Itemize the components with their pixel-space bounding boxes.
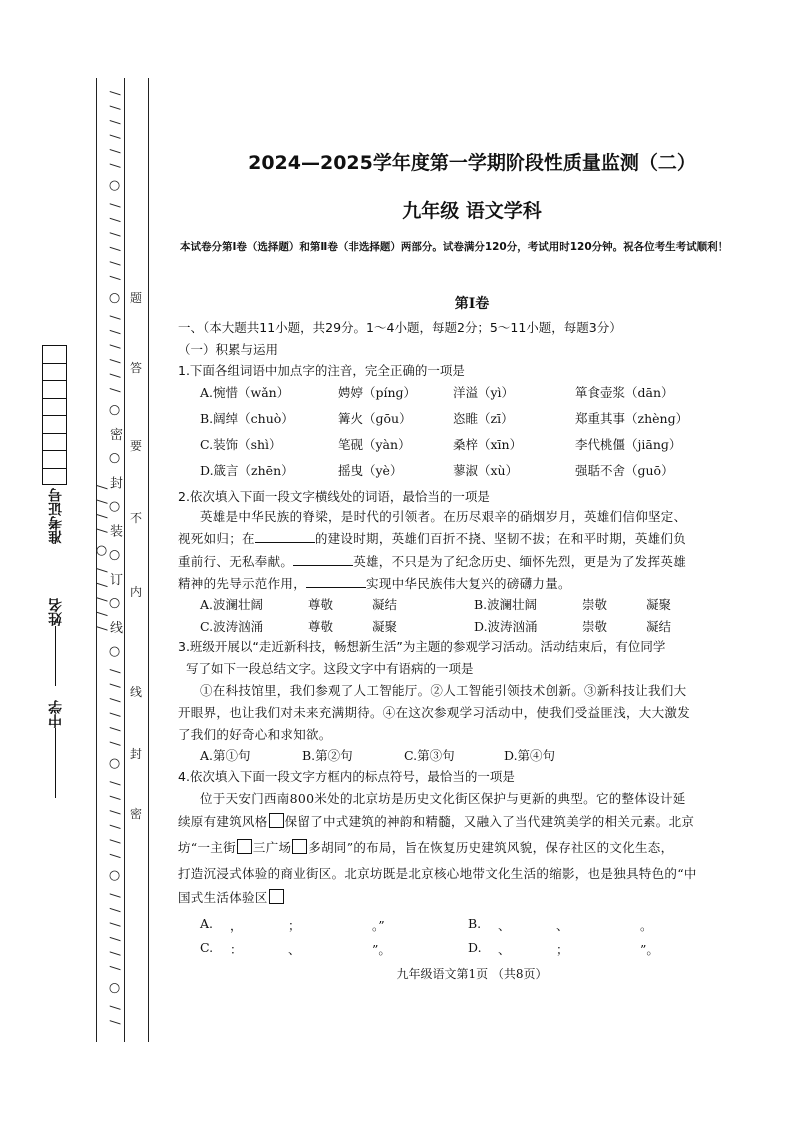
- warning-char: 密: [129, 807, 142, 821]
- q2-option-word: 尊敬: [308, 597, 334, 612]
- exam-instructions: 本试卷分第Ⅰ卷（选择题）和第Ⅱ卷（非选择题）两部分。试卷满分120分，考试用时120分钟。祝各位考生考试顺利！: [180, 241, 729, 253]
- q4-option-mark: ；: [556, 942, 569, 957]
- q2-passage-line2: 视死如归；在 的建设时期，英雄们百折不挠、坚韧不拔；在和平时期，英雄们负: [178, 531, 687, 546]
- q1-option-cell: 箪食壶浆（dān）: [575, 385, 674, 400]
- school-label: 中学: [46, 700, 66, 798]
- exam-id-label: 准考证号: [48, 488, 64, 544]
- warning-char: 题: [129, 291, 142, 305]
- q3-passage-line2: 开眼界，也让我们对未来充满期待。④在这次参观学习活动中，使我们受益匪浅，大大激发: [178, 705, 691, 720]
- q4-option-mark: 。”: [372, 918, 385, 933]
- q2-option-word: 凝结: [646, 619, 672, 634]
- q2-option-word: 崇敬: [582, 619, 608, 634]
- exam-subtitle: 九年级 语文学科: [402, 200, 542, 222]
- exam-title: 2024—2025学年度第一学期阶段性质量监测（二）: [248, 152, 696, 174]
- name-label: 姓名: [46, 598, 66, 686]
- warning-char: 内: [129, 585, 142, 599]
- q1-option-cell: C.装饰（shì）: [200, 437, 282, 452]
- q1-stem: 1.下面各组词语中加点字的注音，完全正确的一项是: [178, 363, 465, 378]
- warning-char: 封: [129, 747, 142, 761]
- q4-option-mark: ”。: [640, 942, 659, 957]
- q1-option-cell: 笔砚（yàn）: [338, 437, 411, 452]
- q4-passage-line3: 坊“一主街 三广场 多胡同”的布局，旨在恢复历史建筑风貌，保存社区的文化生态，: [178, 840, 674, 855]
- blank-box: [269, 889, 284, 904]
- q4-option-mark: 、: [556, 918, 569, 933]
- q4-option-mark: 、: [498, 918, 511, 933]
- q3-stem-line1: 3.班级开展以“走近新科技，畅想新生活”为主题的参观学习活动。活动结束后，有位同学: [178, 639, 666, 654]
- q2-option-word: D.波涛汹涌: [474, 619, 538, 634]
- q4-option-label: D.: [468, 940, 482, 955]
- q3-option: A.第①句: [200, 748, 251, 763]
- q4-passage-line5: 国式生活体验区: [178, 888, 285, 906]
- page-footer: 九年级语文第1页 （共8页）: [396, 967, 548, 981]
- q2-passage-line1: 英雄是中华民族的脊梁，是时代的引领者。在历尽艰辛的硝烟岁月，英雄们信仰坚定、: [200, 509, 687, 524]
- q4-option-mark: 、: [498, 942, 511, 957]
- q3-stem-line2: 写了如下一段总结文字。这段文字中有语病的一项是: [186, 661, 474, 676]
- q2-option-word: 凝结: [372, 597, 398, 612]
- q2-passage-line3: 重前行、无私奉献。 英雄，不只是为了纪念历史、缅怀先烈，更是为了发挥英雄: [178, 554, 687, 569]
- q2-option-word: 崇敬: [582, 597, 608, 612]
- q3-option: C.第③句: [404, 748, 455, 763]
- q2-option-word: 凝聚: [372, 619, 398, 634]
- q4-option-mark: ”。: [372, 942, 391, 957]
- q1-option-cell: 摇曳（yè）: [338, 463, 403, 478]
- q4-passage-line4: 打造沉浸式体验的商业街区。北京坊既是北京核心地带文化生活的缩影，也是独具特色的“中: [178, 866, 697, 881]
- q1-option-cell: 李代桃僵（jiānɡ）: [575, 437, 682, 452]
- q1-option-cell: B.阔绰（chuò）: [200, 411, 294, 426]
- warning-char: 答: [129, 361, 142, 375]
- q4-option-mark: ：: [230, 942, 243, 957]
- blank-box: [269, 813, 284, 828]
- subsection-heading: （一）积累与运用: [178, 342, 279, 357]
- blank-box: [237, 839, 252, 854]
- warning-char: 要: [129, 439, 142, 453]
- q2-option-word: 凝聚: [646, 597, 672, 612]
- warning-char: 线: [129, 685, 142, 699]
- q1-option-cell: 娉婷（pínɡ）: [338, 385, 417, 400]
- q4-stem: 4.依次填入下面一段文字方框内的标点符号，最恰当的一项是: [178, 769, 515, 784]
- q2-stem: 2.依次填入下面一段文字横线处的词语，最恰当的一项是: [178, 489, 490, 504]
- q4-option-mark: ；: [288, 918, 301, 933]
- q1-option-cell: A.惋惜（wǎn）: [200, 385, 290, 400]
- q4-option-mark: 、: [288, 942, 301, 957]
- q1-option-cell: 恣睢（zī）: [453, 411, 514, 426]
- volume-heading: 第Ⅰ卷: [454, 296, 490, 312]
- q1-option-cell: 郑重其事（zhènɡ）: [575, 411, 689, 426]
- q1-option-cell: D.箴言（zhēn）: [200, 463, 294, 478]
- q4-option-mark: ，: [230, 918, 243, 933]
- q4-option-label: C.: [200, 940, 214, 955]
- q4-option-label: B.: [468, 916, 482, 931]
- q2-option-word: A.波澜壮阔: [200, 597, 264, 612]
- q4-option-mark: 。: [640, 918, 653, 933]
- q3-option: B.第②句: [302, 748, 353, 763]
- blank-box: [292, 839, 307, 854]
- seal-line-marks: / / / / / / ○ / / / / / / ○ / / / / / / ○ 密 ○ 封 ○ 装 ○ 订 ○ 线 ○ / / / / / / ○ / / / / / / ○ / / / / / / ○ / / / / / / ○ / / / / /: [94, 90, 122, 1028]
- part1-heading: 一、（本大题共11小题，共29分。1～4小题，每题2分；5～11小题，每题3分）: [178, 320, 622, 335]
- q1-option-cell: 洋溢（yì）: [453, 385, 515, 400]
- binding-line-right: [148, 78, 149, 1042]
- q2-passage-line4: 精神的先导示范作用， 实现中华民族伟大复兴的磅礴力量。: [178, 576, 571, 591]
- q2-option-word: 尊敬: [308, 619, 334, 634]
- q3-passage-line3: 了我们的好奇心和求知欲。: [178, 727, 332, 742]
- q2-option-word: C.波涛汹涌: [200, 619, 264, 634]
- q2-option-word: B.波澜壮阔: [474, 597, 538, 612]
- q1-option-cell: 强聒不舍（ɡuō）: [575, 463, 674, 478]
- q4-passage-line2: 续原有建筑风格 保留了中式建筑的神韵和精髓，又融入了当代建筑美学的相关元素。北京: [178, 814, 695, 829]
- q3-option: D.第④句: [504, 748, 556, 763]
- q4-option-label: A.: [200, 916, 214, 931]
- warning-char: 不: [129, 511, 142, 525]
- exam-id-boxes[interactable]: [42, 345, 67, 485]
- binding-line-mid: [124, 78, 125, 1042]
- q1-option-cell: 蓼淑（xù）: [453, 463, 519, 478]
- q1-option-cell: 桑梓（xīn）: [453, 437, 523, 452]
- q4-passage-line1: 位于天安门西南800米处的北京坊是历史文化街区保护与更新的典型。它的整体设计延: [200, 791, 686, 806]
- q1-option-cell: 篝火（ɡōu）: [338, 411, 412, 426]
- q3-passage-line1: ①在科技馆里，我们参观了人工智能厅。②人工智能引领技术创新。③新科技让我们大: [200, 683, 687, 698]
